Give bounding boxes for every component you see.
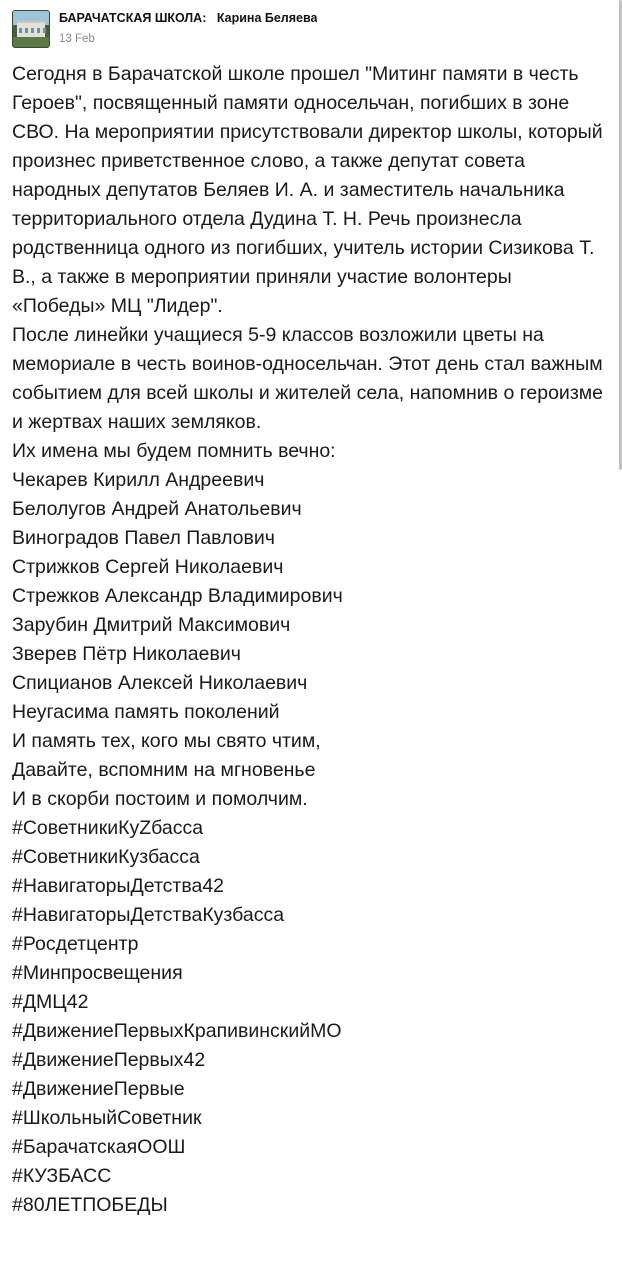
hashtag[interactable]: #ДвижениеПервые xyxy=(12,1078,185,1100)
avatar-ground xyxy=(13,37,49,47)
hashtag[interactable]: #СоветникиКуZбасса xyxy=(12,817,204,839)
post-timestamp: 13 Feb xyxy=(59,33,95,45)
hashtag[interactable]: #БарачатскаяООШ xyxy=(12,1136,186,1158)
hashtag[interactable]: #НавигаторыДетстваКузбасса xyxy=(12,904,285,926)
poem-line: И память тех, кого мы свято чтим, xyxy=(12,730,321,752)
hashtag[interactable]: #НавигаторыДетства42 xyxy=(12,875,225,897)
author-line[interactable] xyxy=(59,11,317,26)
author-name: Карина Беляева xyxy=(216,11,318,25)
hashtag[interactable]: #СоветникиКузбасса xyxy=(12,846,200,868)
post-paragraph: После линейки учащиеся 5-9 классов возложили цветы на мемориале в честь воинов-односельчан. Этот день стал важным событием для всей школы и жителей села, напомнив о героизме и жертвах наших земляков. xyxy=(12,324,609,433)
memorial-name: Спицианов Алексей Николаевич xyxy=(12,672,308,694)
hashtag[interactable]: #ШкольныйСоветник xyxy=(12,1107,202,1129)
memorial-name: Стрижков Сергей Николаевич xyxy=(12,556,284,578)
memorial-name: Стрежков Александр Владимирович xyxy=(12,585,343,607)
hashtag[interactable]: #Росдетцентр xyxy=(12,933,139,955)
poem-line: И в скорби постоим и помолчим. xyxy=(12,788,308,810)
hashtag[interactable]: #Минпросвещения xyxy=(12,962,183,984)
memorial-name: Зверев Пётр Николаевич xyxy=(12,643,241,665)
post-paragraph: Сегодня в Барачатской школе прошел "Митинг памяти в честь Героев", посвященный памяти односельчан, погибших в зоне СВО. На мероприятии присутствовали директор школы, который произнес приветственное слово, а также депутат совета народных депутатов Беляев И. А. и заместитель начальника территориального отдела Дудина Т. Н. Речь произнесла родственница одного из погибших, учитель истории Сизикова Т. В., а также в мероприятии приняли участие волонтеры «Победы» МЦ "Лидер". xyxy=(12,63,609,317)
hashtag[interactable]: #ДвижениеПервыхКрапивинскийМО xyxy=(12,1020,342,1042)
memorial-name: Белолугов Андрей Анатольевич xyxy=(12,498,302,520)
channel-name: БАРАЧАТСКАЯ ШКОЛА: xyxy=(59,11,207,25)
memorial-name: Виноградов Павел Павлович xyxy=(12,527,275,549)
memorial-name: Чекарев Кирилл Андреевич xyxy=(12,469,265,491)
post-paragraph: Их имена мы будем помнить вечно: xyxy=(12,440,336,462)
hashtag[interactable]: #ДМЦ42 xyxy=(12,991,89,1013)
memorial-name: Зарубин Дмитрий Максимович xyxy=(12,614,291,636)
post-body xyxy=(12,52,610,1220)
post-header xyxy=(12,10,610,52)
poem-line: Давайте, вспомним на мгновенье xyxy=(12,759,316,781)
avatar[interactable] xyxy=(12,10,50,48)
poem-line: Неугасима память поколений xyxy=(12,701,280,723)
hashtag[interactable]: #КУЗБАСС xyxy=(12,1165,112,1187)
hashtag[interactable]: #80ЛЕТПОБЕДЫ xyxy=(12,1194,168,1216)
hashtag[interactable]: #ДвижениеПервых42 xyxy=(12,1049,206,1071)
post-header-text xyxy=(59,10,317,46)
